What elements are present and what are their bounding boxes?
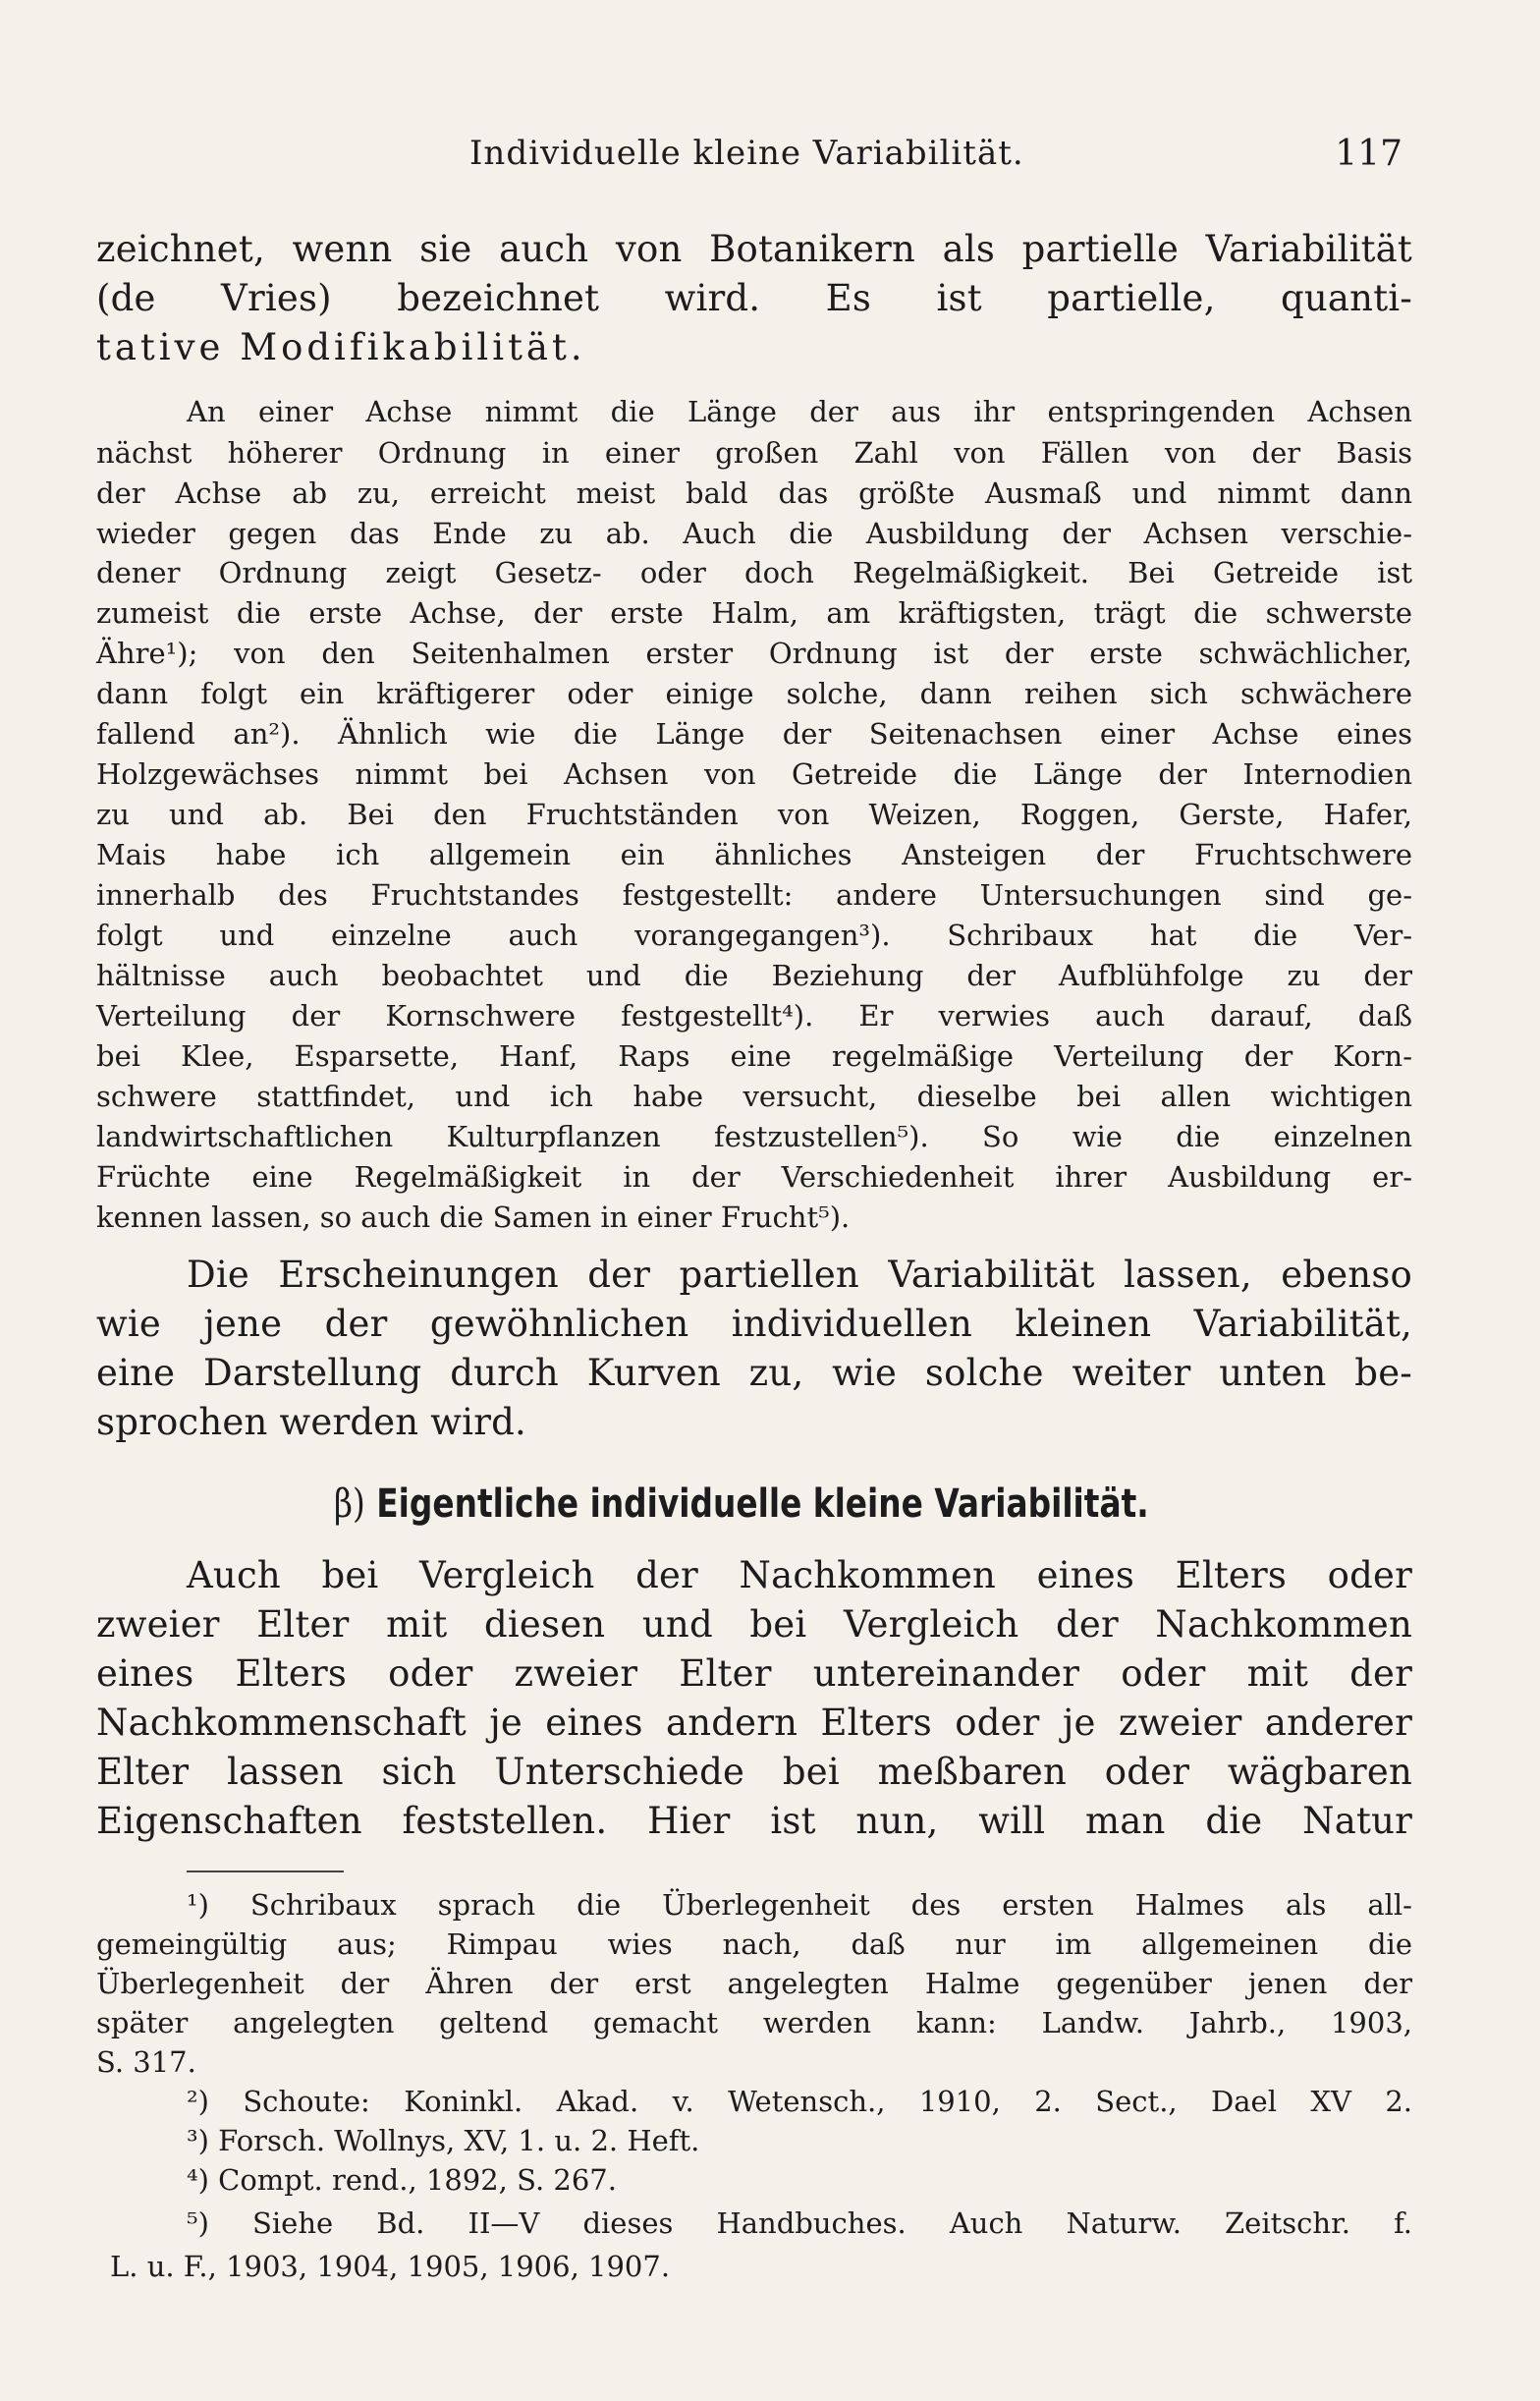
footnote-5-line-2: L. u. F., 1903, 1904, 1905, 1906, 1907. (110, 2250, 671, 2283)
running-head: Individuelle kleine Variabilität. (469, 134, 1024, 173)
footnote-5-line-1: ⁵) Siehe Bd. II—V dieses Handbuches. Auch Naturw. Zeitschr. f. (187, 2206, 1412, 2240)
para2-line-7: Ähre¹); von den Seitenhalmen erster Ordnung ist der erste schwächlicher, (96, 637, 1412, 670)
footnote-1-line-1: ¹) Schribaux sprach die Überlegenheit des ersten Halmes als all- (187, 1888, 1412, 1922)
para2-line-6: zumeist die erste Achse, der erste Halm, am kräftigsten, trägt die schwerste (96, 596, 1412, 630)
para3-line-1: Die Erscheinungen der partiellen Variabilität lassen, ebenso (187, 1254, 1412, 1296)
section-title: Eigentliche individuelle kleine Variabilität. (376, 1481, 1149, 1527)
para2-line-3: der Achse ab zu, erreicht meist bald das größte Ausmaß und nimmt dann (96, 476, 1412, 510)
footnote-4: ⁴) Compt. rend., 1892, S. 267. (187, 2163, 617, 2197)
para4-line-6: Eigenschaften feststellen. Hier ist nun, will man die Natur (96, 1800, 1412, 1842)
para4-line-3: eines Elters oder zweier Elter untereinander oder mit der (96, 1652, 1412, 1695)
para2-line-21: kennen lassen, so auch die Samen in einer Frucht⁵). (96, 1200, 851, 1234)
para2-line-19: landwirtschaftlichen Kulturpflanzen festzustellen⁵). So wie die einzelnen (96, 1120, 1412, 1153)
para1-line-1: zeichnet, wenn sie auch von Botanikern als partielle Variabilität (96, 228, 1412, 270)
para2-line-10: Holzgewächses nimmt bei Achsen von Getreide die Länge der Internodien (96, 757, 1412, 791)
footnote-2: ²) Schoute: Koninkl. Akad. v. Wetensch., 1910, 2. Sect., Dael XV 2. (187, 2085, 1412, 2118)
footnote-3: ³) Forsch. Wollnys, XV, 1. u. 2. Heft. (187, 2124, 700, 2157)
para3-line-2: wie jene der gewöhnlichen individuellen kleinen Variabilität, (96, 1303, 1412, 1345)
para2-line-2: nächst höherer Ordnung in einer großen Zahl von Fällen von der Basis (96, 436, 1412, 470)
para2-line-14: folgt und einzelne auch vorangegangen³). Schribaux hat die Ver- (96, 919, 1412, 952)
para4-line-1: Auch bei Vergleich der Nachkommen eines Elters oder (187, 1554, 1412, 1596)
para2-line-20: Früchte eine Regelmäßigkeit in der Verschiedenheit ihrer Ausbildung er- (96, 1160, 1412, 1194)
para3-line-4: sprochen werden wird. (96, 1401, 526, 1443)
para2-line-16: Verteilung der Kornschwere festgestellt⁴). Er verwies auch darauf, daß (96, 999, 1412, 1033)
para2-line-4: wieder gegen das Ende zu ab. Auch die Ausbildung der Achsen verschie- (96, 517, 1412, 550)
para4-line-5: Elter lassen sich Unterschiede bei meßbaren oder wägbaren (96, 1751, 1412, 1793)
para3-line-3: eine Darstellung durch Kurven zu, wie solche weiter unten be- (96, 1352, 1412, 1394)
para2-line-18: schwere stattfindet, und ich habe versucht, dieselbe bei allen wichtigen (96, 1080, 1412, 1113)
footnote-1-line-2: gemeingültig aus; Rimpau wies nach, daß nur im allgemeinen die (96, 1927, 1412, 1961)
para2-line-11: zu und ab. Bei den Fruchtständen von Weizen, Roggen, Gerste, Hafer, (96, 798, 1412, 831)
page-header (96, 134, 1402, 193)
para2-line-17: bei Klee, Esparsette, Hanf, Raps eine regelmäßige Verteilung der Korn- (96, 1039, 1412, 1073)
page-number: 117 (1335, 134, 1402, 174)
section-marker: β) (334, 1481, 365, 1527)
para2-line-8: dann folgt ein kräftigerer oder einige solche, dann reihen sich schwächere (96, 677, 1412, 710)
footnote-rule (187, 1871, 344, 1872)
para1-line-3: tative Modifikabilität. (96, 326, 586, 368)
section-heading (334, 1481, 1149, 1527)
para2-line-13: innerhalb des Fruchtstandes festgestellt: andere Untersuchungen sind ge- (96, 878, 1412, 912)
footnote-1-line-4: später angelegten geltend gemacht werden kann: Landw. Jahrb., 1903, (96, 2006, 1412, 2039)
para2-line-9: fallend an²). Ähnlich wie die Länge der Seitenachsen einer Achse eines (96, 717, 1412, 751)
footnote-1-line-5: S. 317. (96, 2045, 196, 2079)
para4-line-4: Nachkommenschaft je eines andern Elters oder je zweier anderer (96, 1702, 1412, 1744)
para2-line-15: hältnisse auch beobachtet und die Beziehung der Aufblühfolge zu der (96, 959, 1412, 992)
para4-line-2: zweier Elter mit diesen und bei Vergleich der Nachkommen (96, 1603, 1412, 1646)
para1-line-2: (de Vries) bezeichnet wird. Es ist partielle, quanti- (96, 277, 1412, 319)
para2-line-5: dener Ordnung zeigt Gesetz- oder doch Regelmäßigkeit. Bei Getreide ist (96, 556, 1412, 589)
footnote-1-line-3: Überlegenheit der Ähren der erst angelegten Halme gegenüber jenen der (96, 1967, 1412, 2000)
para2-line-1: An einer Achse nimmt die Länge der aus ihr entspringenden Achsen (187, 395, 1412, 428)
para2-line-12: Mais habe ich allgemein ein ähnliches Ansteigen der Fruchtschwere (96, 838, 1412, 871)
